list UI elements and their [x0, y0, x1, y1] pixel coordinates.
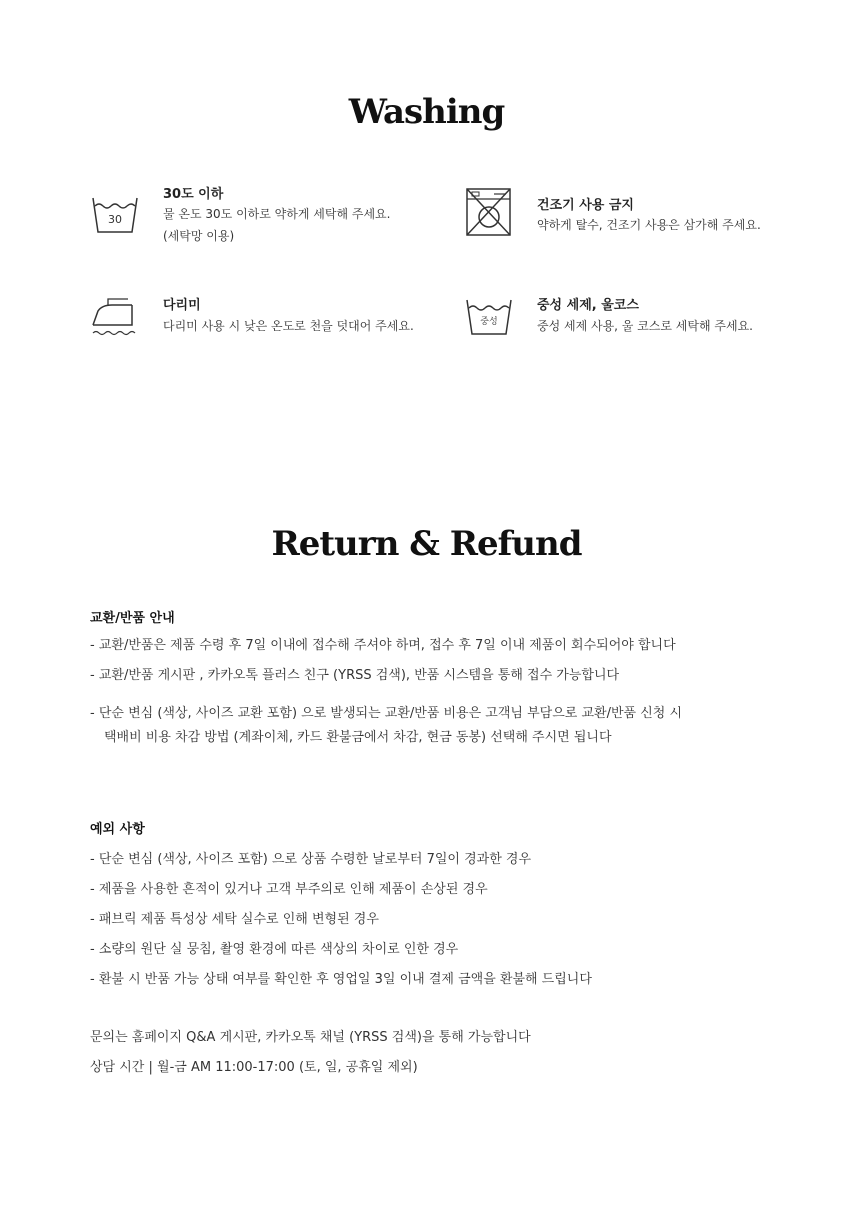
no-dryer-icon [464, 186, 514, 240]
care-desc: 약하게 탈수, 건조기 사용은 삼가해 주세요. [537, 218, 761, 232]
return-guide-section [90, 607, 790, 750]
list-item: - 환불 시 반품 가능 상태 여부를 확인한 후 영업일 3일 이내 결제 금액을 환불해 드립니다 [90, 972, 592, 987]
care-desc: 중성 세제 사용, 울 코스로 세탁해 주세요. [537, 319, 753, 333]
care-heading: 중성 세제, 울코스 [537, 298, 639, 313]
contact-section [90, 1023, 790, 1083]
section-heading: 교환/반품 안내 [90, 611, 175, 626]
neutral-detergent-icon-text: 중성 [480, 317, 498, 327]
return-guide-list [90, 634, 790, 750]
section-heading: 예외 사항 [90, 822, 145, 837]
contact-info: 문의는 홈페이지 Q&A 게시판, 카카오톡 채널 (YRSS 검색)을 통해 가능합니다 [90, 1030, 531, 1045]
neutral-detergent-icon [464, 292, 514, 346]
list-item: - 교환/반품은 제품 수령 후 7일 이내에 접수해 주셔야 하며, 접수 후 7일 이내 제품이 회수되어야 합니다 [90, 638, 676, 653]
iron-icon [90, 293, 140, 347]
exceptions-section [90, 818, 790, 995]
care-desc: 다리미 사용 시 낮은 온도로 천을 덧대어 주세요. [163, 319, 414, 333]
care-heading: 30도 이하 [163, 187, 224, 202]
consultation-hours: 상담 시간 | 월-금 AM 11:00-17:00 (토, 일, 공휴일 제외) [90, 1060, 418, 1075]
list-item: - 단순 변심 (색상, 사이즈 포함) 으로 상품 수령한 날로부터 7일이 경과한 경우 [90, 852, 532, 867]
list-item: - 단순 변심 (색상, 사이즈 교환 포함) 으로 발생되는 교환/반품 비용은 고객님 부담으로 교환/반품 신청 시 [90, 706, 683, 721]
care-heading: 다리미 [163, 298, 201, 313]
list-item: - 소량의 원단 실 뭉침, 촬영 환경에 따른 색상의 차이로 인한 경우 [90, 942, 459, 957]
wash-30-icon [90, 190, 140, 244]
care-desc: 물 온도 30도 이하로 약하게 세탁해 주세요. [163, 207, 391, 221]
return-refund-title: Return & Refund [271, 524, 582, 564]
care-heading: 건조기 사용 금지 [537, 198, 634, 213]
list-item: - 교환/반품 게시판 , 카카오톡 플러스 친구 (YRSS 검색), 반품 시스템을 통해 접수 가능합니다 [90, 668, 620, 683]
wash-30-icon-text: 30 [108, 213, 122, 226]
washing-title: Washing [348, 92, 505, 132]
list-item: - 제품을 사용한 흔적이 있거나 고객 부주의로 인해 제품이 손상된 경우 [90, 882, 488, 897]
exceptions-list [90, 845, 790, 995]
care-desc: (세탁망 이용) [163, 229, 235, 243]
list-item: - 패브릭 제품 특성상 세탁 실수로 인해 변형된 경우 [90, 912, 379, 927]
list-item-continuation: 택배비 비용 차감 방법 (계좌이체, 카드 환불금에서 차감, 현금 동봉) 선택해 주시면 됩니다 [104, 730, 612, 745]
